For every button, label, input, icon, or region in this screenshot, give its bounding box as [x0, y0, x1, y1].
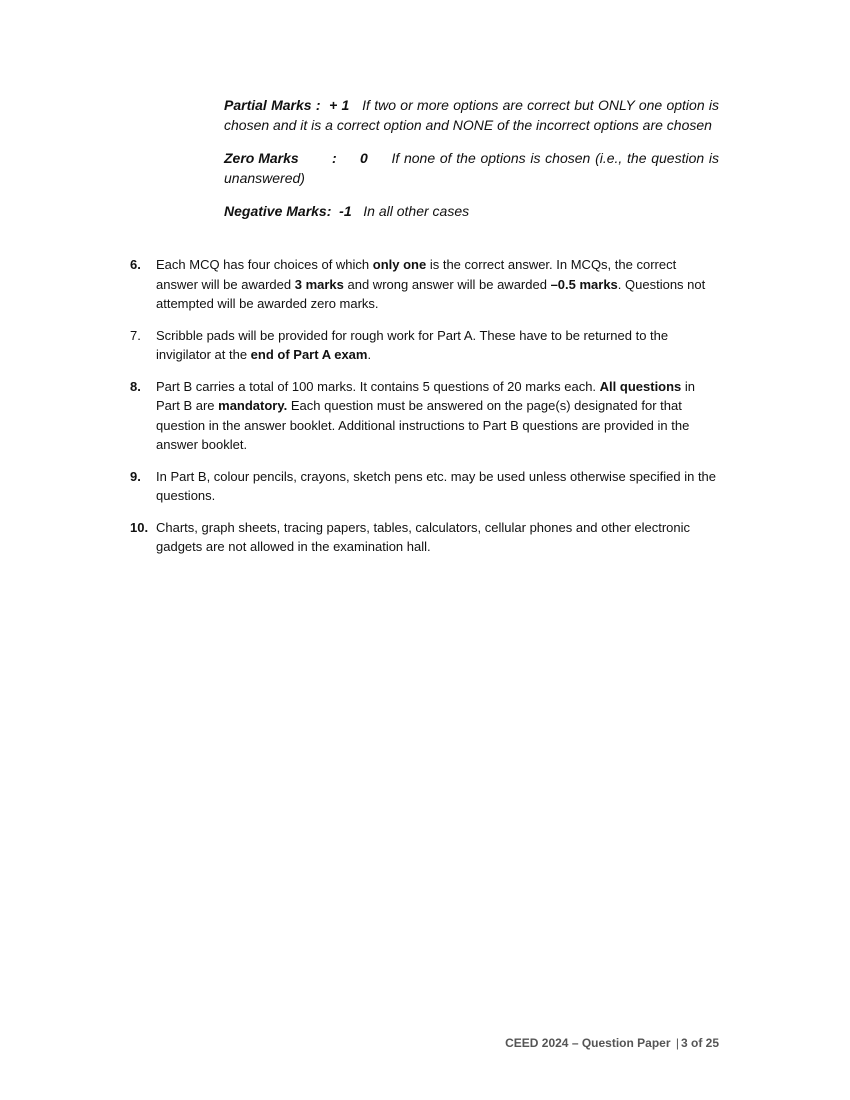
- item-emphasis: end of Part A exam: [250, 347, 368, 362]
- item-text: and wrong answer will be awarded: [343, 276, 551, 292]
- zero-marks-value: 0: [360, 150, 368, 166]
- zero-marks-text: If none of the options is chosen (i.e., the question is unanswered): [224, 150, 719, 186]
- item-emphasis: 3 marks: [294, 276, 344, 292]
- marking-scheme: [224, 95, 719, 234]
- instruction-list: [130, 255, 720, 569]
- item-number: 10.: [130, 519, 149, 535]
- item-text: Scribble pads will be provided for rough work for Part A. These have to be returned to the invigilator at the: [156, 327, 669, 362]
- list-item: [130, 377, 720, 455]
- zero-marks-rule: [224, 148, 719, 188]
- item-number: 9.: [130, 468, 141, 484]
- negative-marks-text: In all other cases: [363, 203, 470, 219]
- item-text: . Questions not attempted will be awarded zero marks.: [156, 276, 706, 311]
- list-item: [130, 467, 720, 506]
- item-emphasis: only one: [372, 257, 427, 272]
- footer-separator: |: [675, 1036, 679, 1050]
- item-number: 7.: [130, 327, 141, 343]
- item-text: .: [367, 347, 372, 362]
- item-text: In Part B, colour pencils, crayons, sketch pens etc. may be used unless otherwise specified in the questions.: [156, 468, 717, 503]
- item-number: 8.: [130, 378, 141, 394]
- partial-marks-value: + 1: [329, 97, 350, 113]
- footer-title: CEED 2024 – Question Paper: [505, 1036, 671, 1050]
- negative-marks-rule: [224, 201, 719, 221]
- partial-marks-text: If two or more options are correct but ONLY one option is chosen and it is a correct option and NONE of the incorrect options are chosen: [224, 97, 719, 133]
- partial-marks-separator: :: [315, 97, 321, 113]
- item-emphasis: –0.5 marks: [550, 276, 618, 292]
- negative-marks-label: Negative Marks:: [224, 203, 332, 219]
- negative-marks-value: -1: [339, 203, 352, 219]
- list-item: [130, 518, 720, 557]
- item-text: Charts, graph sheets, tracing papers, tables, calculators, cellular phones and other electronic gadgets are not allowed in the examination hall.: [156, 519, 691, 554]
- item-emphasis: All questions: [599, 378, 682, 394]
- list-item: [130, 326, 720, 365]
- item-emphasis: mandatory.: [218, 398, 288, 413]
- item-text: Each question must be answered on the page(s) designated for that question in the answer booklet. Additional instructions to Part B questions are provided in the answer booklet.: [156, 398, 690, 452]
- page-number: 3 of 25: [680, 1036, 719, 1050]
- zero-marks-separator: :: [332, 150, 337, 166]
- item-text: Each MCQ has four choices of which: [156, 257, 373, 272]
- item-text: Part B carries a total of 100 marks. It contains 5 questions of 20 marks each.: [156, 378, 600, 394]
- page-footer: [505, 1036, 719, 1050]
- item-number: 6.: [130, 257, 141, 272]
- partial-marks-rule: [224, 95, 719, 135]
- item-text: is the correct answer. In MCQs, the correct answer will be awarded: [156, 257, 677, 292]
- list-item: [130, 255, 720, 314]
- item-text: in Part B are: [156, 378, 696, 413]
- zero-marks-label: Zero Marks: [224, 150, 299, 166]
- partial-marks-label: Partial Marks: [224, 97, 312, 113]
